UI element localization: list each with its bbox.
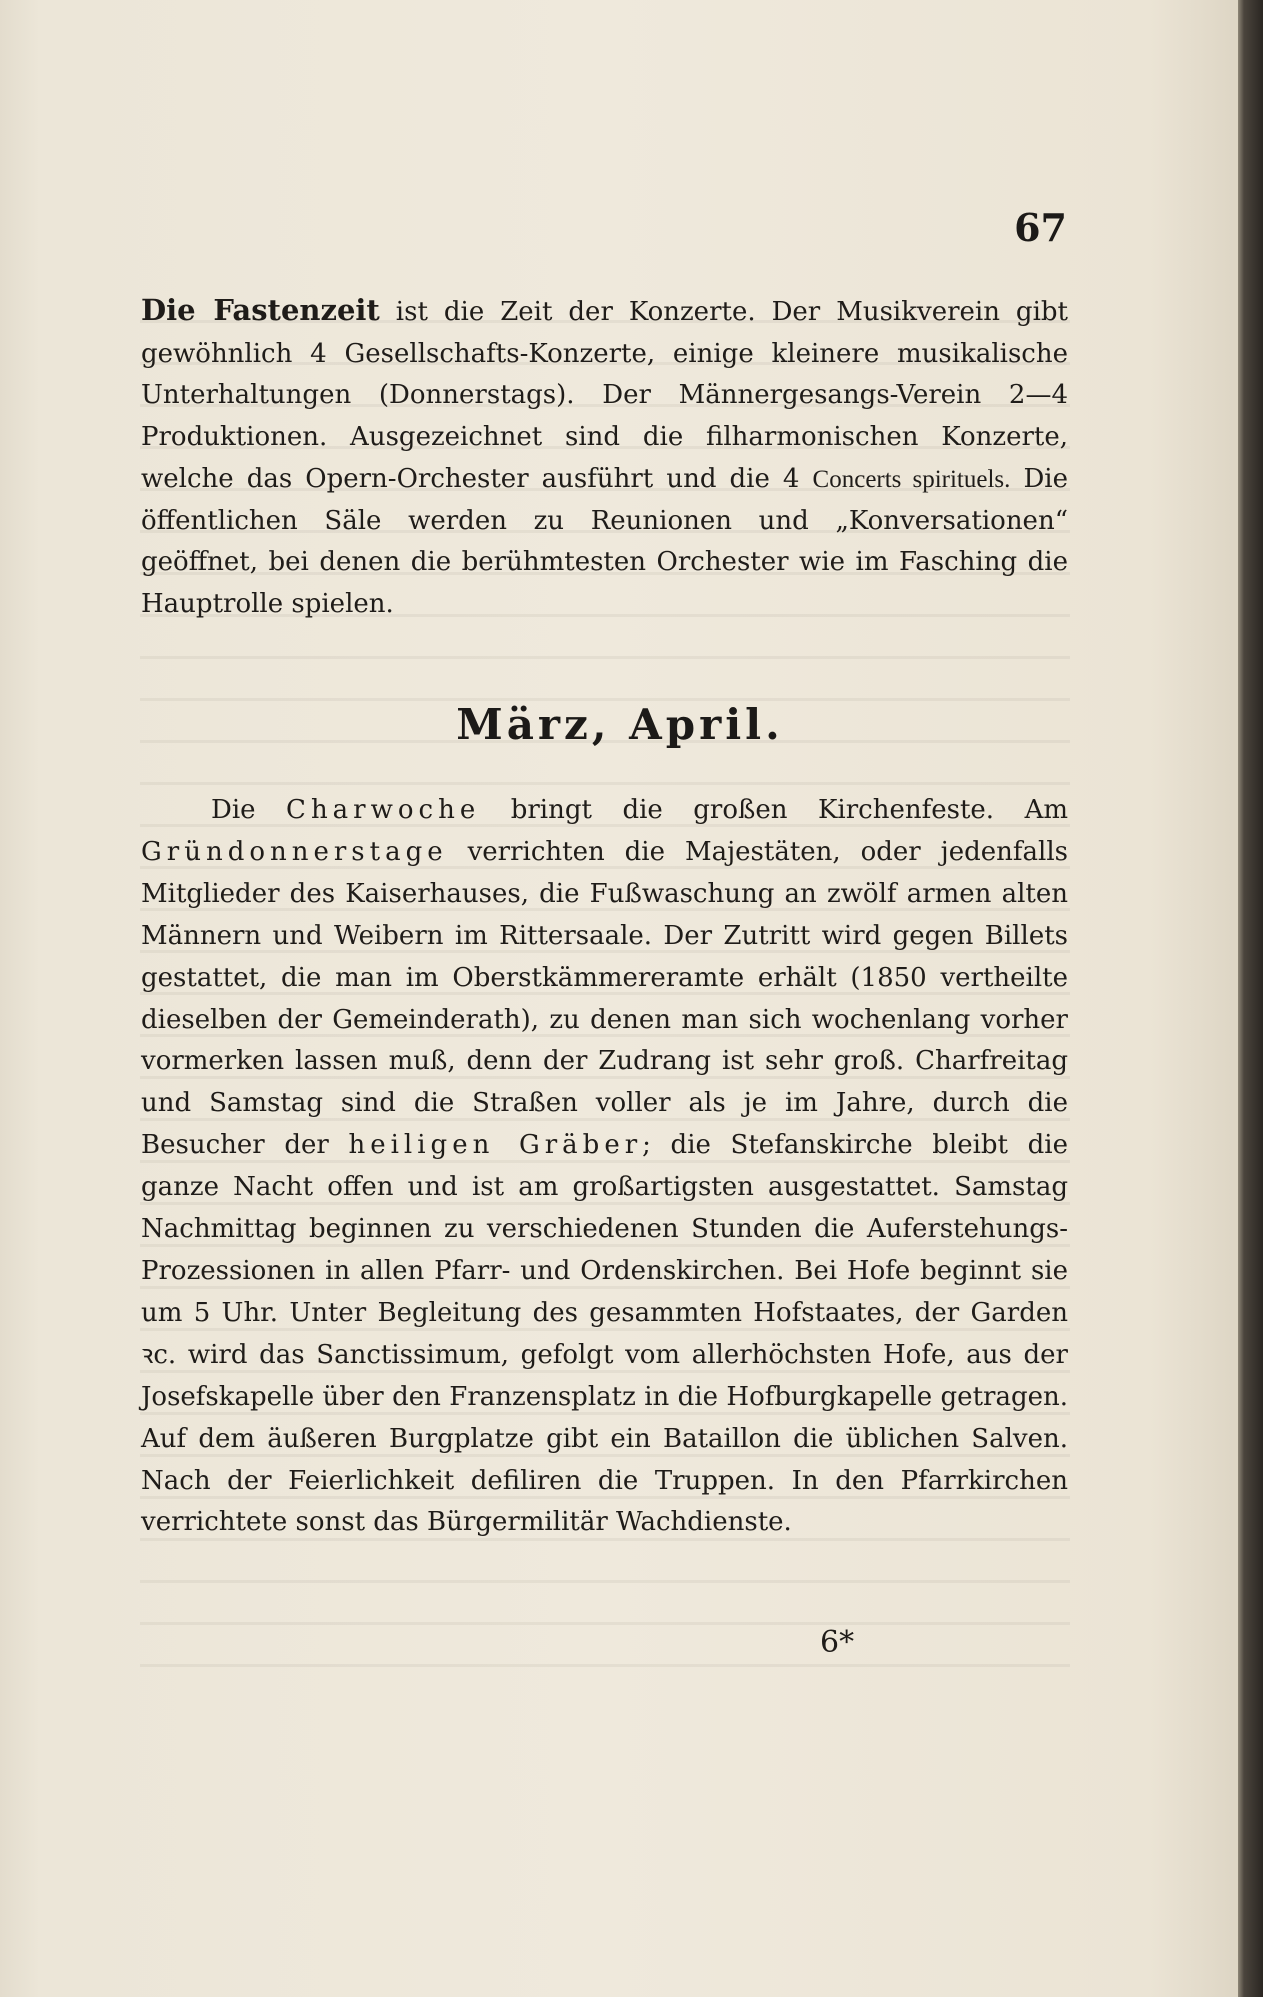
paragraph-text-part: ; die Stefanskirche bleibt die ganze Nacht offen und ist am großartigsten ausgestattet. Samstag Nachmittag beginnen zu verschiedenen Stunden die Auferstehungs-Prozessionen in allen Pfarr- und Ordenskirchen. Bei Hofe beginnt sie um 5 Uhr. Unter Begleitung des gesammten Hofstaates, der Garden ꝛc. wird das Sanctissimum, gefolgt vom allerhöchsten Hofe, aus der Josefskapelle über den Franzensplatz in die Hofburgkapelle getragen. Auf dem äußeren Burgplatze gibt ein Bataillon die üblichen Salven. Nach der Feierlichkeit defiliren die Truppen. In den Pfarrkirchen verrichtete sonst das Bürgermilitär Wachdienste. [141,1130,1068,1538]
paragraph-fastenzeit-text [141,290,1068,626]
signature-mark: 6* [820,1625,855,1660]
spaced-emphasis: Charwoche [286,795,481,825]
paragraph-charwoche-text [141,790,1068,1544]
paragraph-charwoche [141,790,1068,1544]
paragraph-text-part: ist die Zeit der Konzerte. Der Musikverein gibt gewöhnlich 4 Gesellschafts-Konzerte, einige kleinere musikalische Unterhaltungen (Donnerstags). Der Männergesangs-Verein 2—4 Produktionen. Ausgezeichnet sind die filharmonischen Konzerte, welche das Opern-Orchester ausführt und die 4 [141,297,1068,494]
paragraph-lead-term: Die Fastenzeit [141,293,380,327]
paragraph-text-part: bringt die großen Kirchenfeste. Am [480,795,1068,825]
paragraph-text-part: Die öffentlichen Säle werden zu Reunionen und „Konversationen“ geöffnet, bei denen die berühmtesten Orchester wie im Fasching die Hauptrolle spielen. [141,463,1069,619]
paragraph-text-part: verrichten die Majestäten, oder jedenfalls Mitglieder des Kaiserhauses, die Fußwaschung an zwölf armen alten Männern und Weibern im Rittersaale. Der Zutritt wird gegen Billets gestattet, die man im Oberstkämmereramte erhält (1850 vertheilte dieselben der Gemeinderath), zu denen man sich wochenlang vorher vormerken lassen muß, denn der Zudrang ist sehr groß. Charfreitag und Samstag sind die Straßen voller als je im Jahre, durch die Besucher der [141,836,1068,1161]
page-edge-shadow [1238,0,1263,1997]
antiqua-phrase: Concerts spirituels. [812,465,1011,493]
spaced-emphasis: Gründonnerstage [141,836,448,867]
section-heading: März, April. [456,700,784,749]
paragraph-text-part: Die [211,795,287,825]
spaced-emphasis: heiligen Gräber [348,1130,643,1161]
paragraph-fastenzeit [141,290,1068,626]
page-number: 67 [1014,205,1067,250]
